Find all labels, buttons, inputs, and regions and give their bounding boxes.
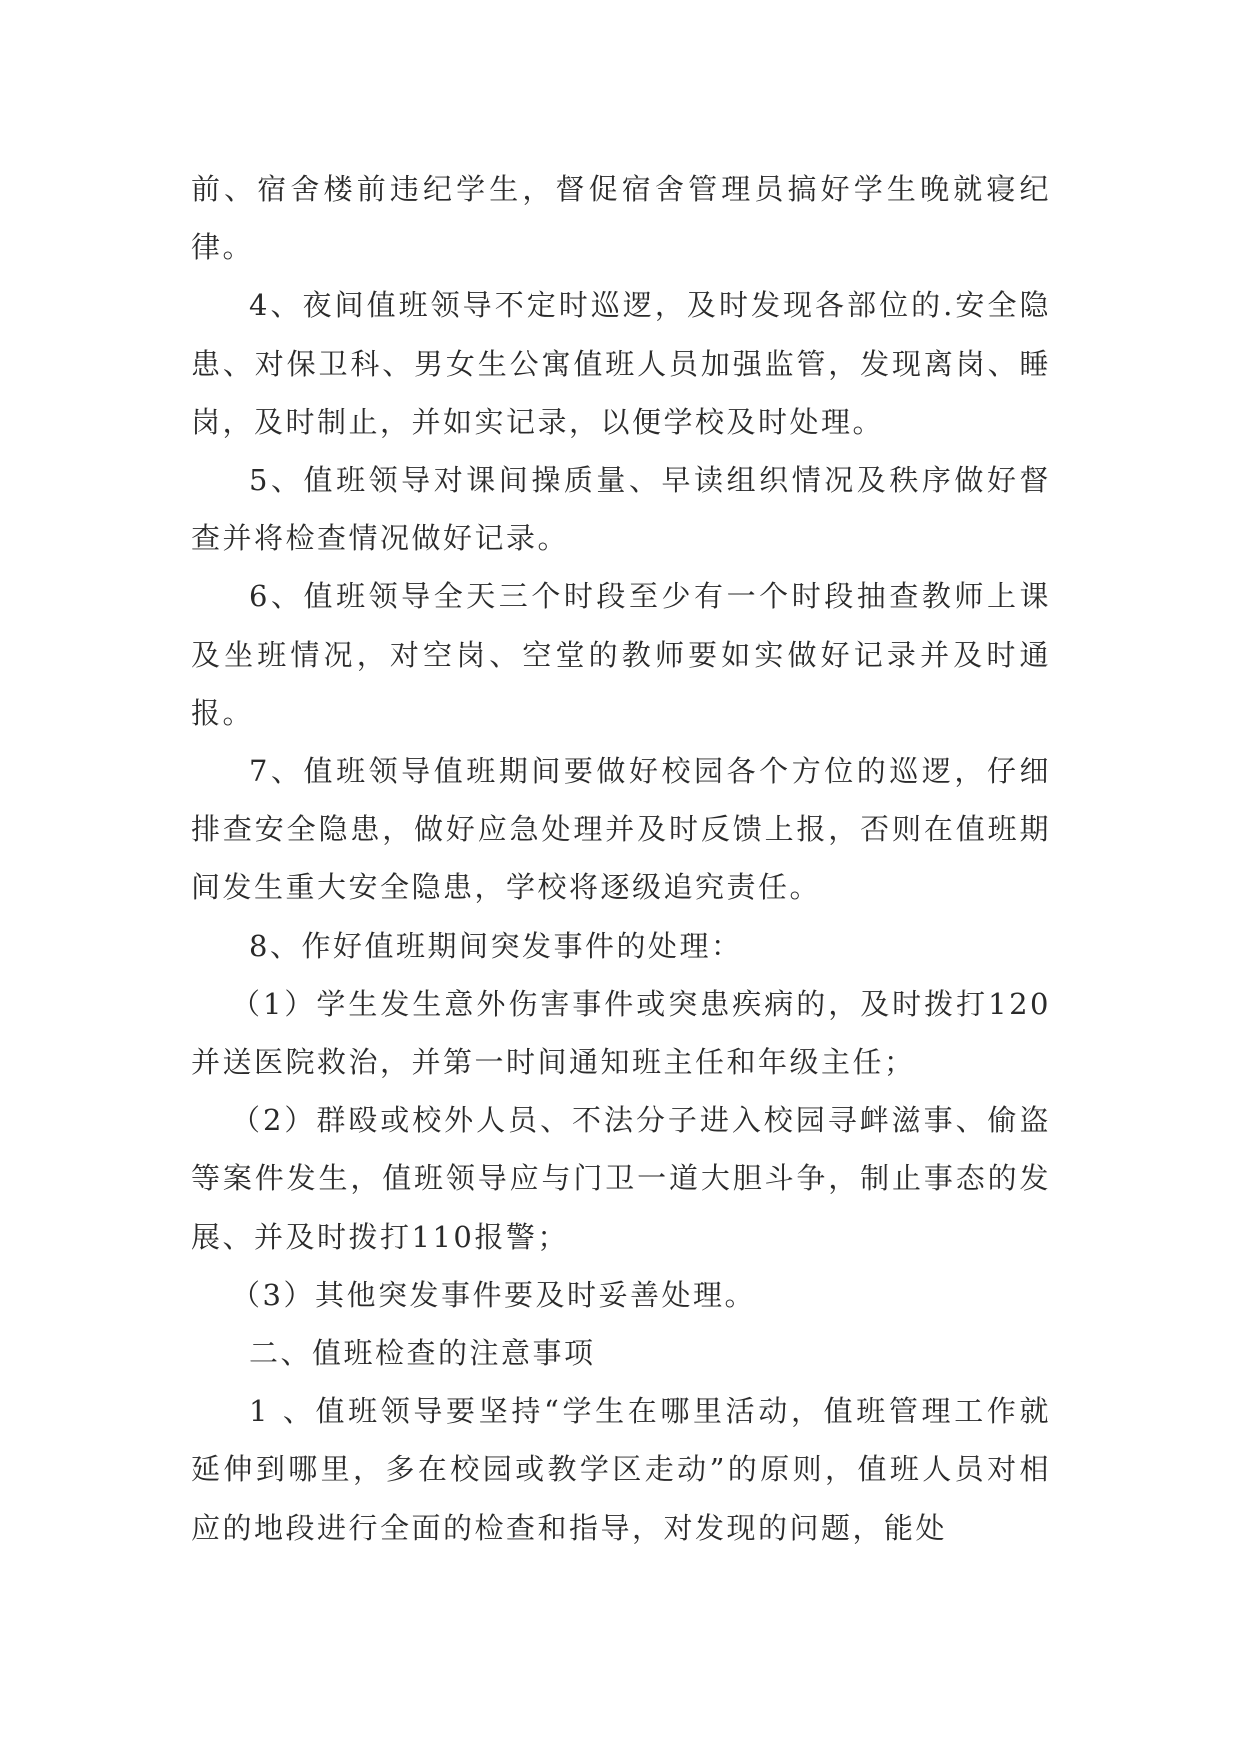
document-body	[191, 160, 1051, 1557]
paragraph-item-6: 6、值班领导全天三个时段至少有一个时段抽查教师上课及坐班情况，对空岗、空堂的教师要如实做好记录并及时通报。	[191, 579, 1051, 730]
paragraph-section-2-item-1: 1 、值班领导要坚持“学生在哪里活动，值班管理工作就延伸到哪里，多在校园或教学区走动”的原则，值班人员对相应的地段进行全面的检查和指导，对发现的问题，能处	[191, 1394, 1051, 1545]
paragraph-item-8-3: （3）其他突发事件要及时妥善处理。	[231, 1277, 756, 1312]
paragraph-item-8-1: （1）学生发生意外伤害事件或突患疾病的，及时拨打120并送医院救治，并第一时间通知班主任和年级主任；	[191, 986, 1051, 1080]
paragraph-item-8: 8、作好值班期间突发事件的处理：	[249, 928, 743, 963]
paragraph-item-5: 5、值班领导对课间操质量、早读组织情况及秩序做好督查并将检查情况做好记录。	[191, 463, 1051, 556]
paragraph-item-8-2: （2）群殴或校外人员、不法分子进入校园寻衅滋事、偷盗等案件发生，值班领导应与门卫一道大胆斗争，制止事态的发展、并及时拨打110报警；	[191, 1103, 1051, 1254]
paragraph-item-4: 4、夜间值班领导不定时巡逻，及时发现各部位的.安全隐患、对保卫科、男女生公寓值班人员加强监管，发现离岗、睡岗，及时制止，并如实记录，以便学校及时处理。	[191, 288, 1051, 439]
section-2-heading: 二、值班检查的注意事项	[249, 1336, 596, 1371]
paragraph-continuation: 前、宿舍楼前违纪学生，督促宿舍管理员搞好学生晚就寝纪律。	[191, 172, 1051, 265]
paragraph-item-7: 7、值班领导值班期间要做好校园各个方位的巡逻，仔细排查安全隐患，做好应急处理并及时反馈上报，否则在值班期间发生重大安全隐患，学校将逐级追究责任。	[191, 754, 1051, 905]
